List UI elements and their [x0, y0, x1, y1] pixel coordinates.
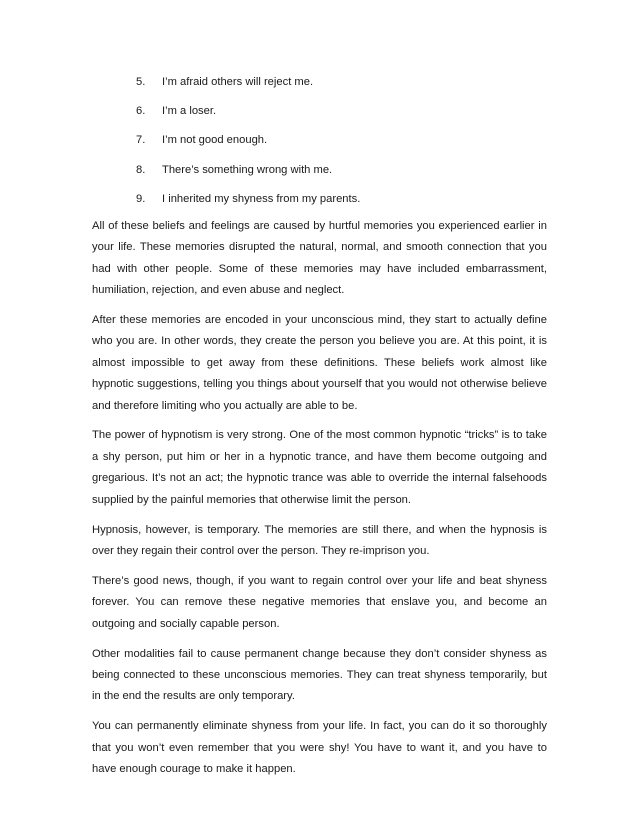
belief-list [92, 74, 547, 207]
list-item-number: 7. [136, 134, 146, 147]
document-body [92, 74, 547, 789]
list-item-number: 5. [136, 76, 146, 88]
list-item-text: I’m a loser. [162, 105, 217, 118]
list-item-number: 8. [136, 163, 146, 176]
paragraph-good-news: There’s good news, though, if you want to regain control over your life and beat shyness forever. You can remove these negative memories that enslave you, and become an outgoing and socially capable person. [92, 574, 547, 630]
list-item [92, 162, 547, 178]
paragraph-power-of-hypnotism: The power of hypnotism is very strong. One of the most common hypnotic “tricks” is to take a shy person, put him or her in a hypnotic trance, and have them become outgoing and gregarious. It’s not an act; the hypnotic trance was able to override the internal falsehoods supplied by the painful memories that otherwise limit the person. [92, 429, 547, 506]
list-item-text: I inherited my shyness from my parents. [162, 192, 361, 205]
list-item-number: 9. [136, 192, 146, 205]
list-item-text: I’m afraid others will reject me. [162, 76, 314, 88]
paragraph-other-modalities: Other modalities fail to cause permanent change because they don’t consider shyness as being connected to these unconscious memories. They can treat shyness temporarily, but in the end the results are only temporary. [92, 647, 547, 703]
paragraph-eliminate-shyness: You can permanently eliminate shyness from your life. In fact, you can do it so thoroughly that you won’t even remember that you were shy! You have to want it, and you have to have enough courage to make it happen. [92, 720, 547, 776]
list-item [92, 103, 547, 119]
list-item [92, 191, 547, 207]
list-item-text: I’m not good enough. [162, 134, 268, 147]
paragraph-memories-define-you: After these memories are encoded in your unconscious mind, they start to actually define who you are. In other words, they create the person you believe you are. At this point, it is almost impossible to get away from these definitions. These beliefs work almost like hypnotic suggestions, telling you things about yourself that you would not otherwise believe and therefore limiting who you actually are able to be. [92, 313, 547, 412]
list-item [92, 132, 547, 148]
paragraph-hypnosis-temporary: Hypnosis, however, is temporary. The memories are still there, and when the hypnosis is over they regain their control over the person. They re-imprison you. [92, 523, 547, 557]
paragraph-beliefs-caused-by-memories: All of these beliefs and feelings are caused by hurtful memories you experienced earlier in your life. These memories disrupted the natural, normal, and smooth connection that you had with other people. Some of these memories may have included embarrassment, humiliation, rejection, and even abuse and neglect. [92, 219, 547, 296]
list-item-number: 6. [136, 105, 146, 118]
list-item-text: There’s something wrong with me. [162, 163, 333, 176]
list-item [92, 74, 547, 90]
